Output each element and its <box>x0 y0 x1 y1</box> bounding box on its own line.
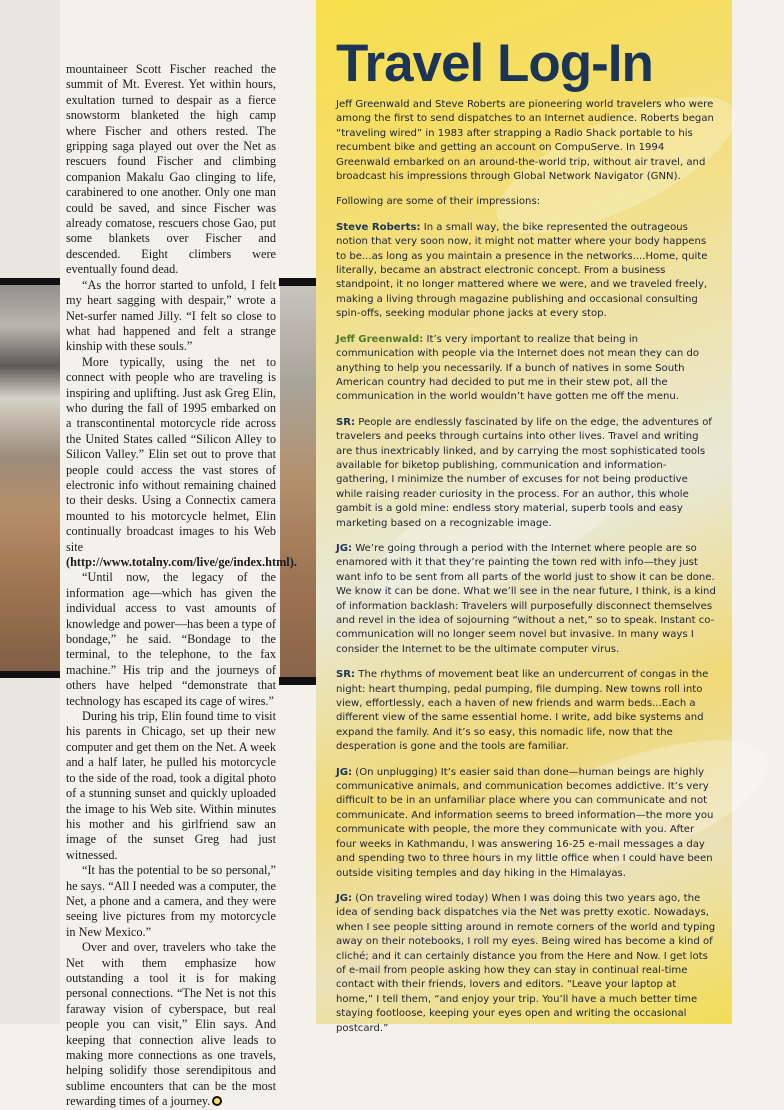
article-paragraph: “It has the potential to be so personal,” he says. “All I needed was a computer, the Net, a phone and a camera, and they were seeing live pictures from my motorcycle in New Mexico.” <box>66 863 276 939</box>
end-of-article-circle-icon <box>212 1096 222 1106</box>
speaker-label: JG: <box>336 892 353 904</box>
left-photo-strip <box>0 0 60 1024</box>
article-paragraph-text: Over and over, travelers who take the Net with them emphasize how outstanding a tool it is for making personal connections. “The Net is not this faraway vision of cyberspace, but real people you can visit,” Elin says. And keeping that connection alive leads to making more connections as one travels, helping solidify those serendipitous and sublime encounters that can be the most rewarding times of a journey. <box>66 940 276 1109</box>
quote-paragraph <box>336 542 716 657</box>
quote-paragraph <box>336 333 716 405</box>
sidebar-title: Travel Log-In <box>336 34 653 93</box>
photo-border-top <box>0 278 60 285</box>
speaker-label: JG: <box>336 766 353 778</box>
quote-text: People are endlessly fascinated by life on the edge, the adventures of travelers and peeks through curtains into other lives. Travel and writing are thus inextricably linked, and by carrying the most sophisticated tools available for biketop publishing, communication and information-gathering, I minimize the number of excuses for not being productive while raising reader curiosity in the process. For an author, this whole gambit is a gold mine: endless story material, superb tools and easy marketing based on a recognizable image. <box>336 416 712 529</box>
speaker-label: Steve Roberts: <box>336 221 421 233</box>
sidebar-text <box>336 98 716 1047</box>
photo-border-bottom <box>0 671 60 678</box>
web-site-url: (http://www.totalny.com/live/ge/index.html). <box>66 555 297 569</box>
quote-text: In a small way, the bike represented the outrageous notion that very soon now, it might not matter where your body happens to be...as long as you maintain a presence in the networks....Home, quite literally, became an abstract electronic concept. From a business standpoint, it no longer mattered where we were, and we traveled freely, making a living through magazine publishing and occasional consulting spin-offs, seeking modular phone jacks at every stop. <box>336 221 708 320</box>
landscape-photo-left <box>0 278 60 678</box>
quote-text: (On unplugging) It’s easier said than done—human beings are highly communicative animals, and communication becomes addictive. It’s very difficult to be in an unfamiliar place where you can communicate and not communicate. And information seems to breed information—the more you communicate with people, the more they communicate with you. After four weeks in Kathmandu, I was answering 16-25 e-mail messages a day and spending two to three hours in my little office when I could have been outside visiting temples and day hiking in the Himalayas. <box>336 766 714 879</box>
quote-text: The rhythms of movement beat like an undercurrent of congas in the night: heart thumping, pedal pumping, file dumping. New towns roll into view, effortlessly, each a haven of new friends and warm beds...Each a different view of the same essential home. I write, add bike systems and expand the family. And it’s so easy, this nomadic life, now that the desperation is gone and the tools are familiar. <box>336 669 709 753</box>
article-paragraph: During his trip, Elin found time to visit his parents in Chicago, set up their new computer and get them on the Net. A week and a half later, he pulled his motorcycle to the side of the road, took a digital photo of a stunning sunset and quickly uploaded the image to his Web site. Within minutes his mother and his girlfriend saw an image of the sunset Greg had just witnessed. <box>66 709 277 862</box>
quote-paragraph <box>336 766 716 881</box>
quote-text: It’s very important to realize that being in communication with people via the Internet does not mean they can do anything to help you necessarily. If a bunch of natives in some South American country had decided to put me in their stew pot, all the communication in the world wouldn’t have gotten me off the menu. <box>336 333 700 403</box>
article-paragraph: mountaineer Scott Fischer reached the summit of Mt. Everest. Yet within hours, exultation turned to despair as a fierce snowstorm blanketed the high camp where Fischer and others rested. The gripping saga played out over the Net as rescuers found Fischer and climbing companion Makalu Gao clinging to life, carabinered to one another. Only one man could be saved, and since Fischer was already comatose, rescuers chose Gao, put some blankets over Fischer and descended. Eight climbers were eventually found dead. <box>66 62 276 277</box>
photo-border-top-right <box>279 278 319 286</box>
speaker-label: SR: <box>336 416 356 428</box>
sidebar-intro: Jeff Greenwald and Steve Roberts are pioneering world travelers who were among the first to send dispatches to an Internet audience. Roberts began “traveling wired” in 1983 after strapping a Radio Shack portable to his recumbent bike and getting an account on CompuServe. In 1994 Greenwald embarked on an around-the-world trip, without air travel, and broadcast his impressions through Global Network Navigator (GNN). <box>336 99 714 183</box>
article-column <box>66 62 297 1110</box>
article-paragraph-text: More typically, using the net to connect with people who are traveling is inspiring and uplifting. Just ask Greg Elin, who during the fall of 1995 embarked on a transcontinental motorcycle ride across the United States called “Silicon Alley to Silicon Valley.” Elin set out to prove that people could access the vast stores of electronic info without remaining chained to their desks. Using a Connectix camera mounted to his motorcycle helmet, Elin continually broadcast images to his Web site <box>66 354 276 554</box>
quote-paragraph <box>336 892 716 1036</box>
article-paragraph <box>66 940 276 1109</box>
article-paragraph <box>66 354 297 571</box>
speaker-label: SR: <box>336 669 356 681</box>
sidebar-lead-in: Following are some of their impressions: <box>336 196 541 208</box>
quote-paragraph <box>336 668 716 754</box>
quote-text: (On traveling wired today) When I was doing this two years ago, the idea of sending back dispatches via the Net was pretty exotic. Nowadays, when I see people sitting around in remote corners of the world and typing away on their notebooks, I roll my eyes. Being wired has become a kind of cliché; and it can certainly distance you from the Here and Now. I get lots of e-mail from people asking how they can stay in continual real-time contact with their friends, lovers and editors. “Leave your laptop at home,” I tell them, “and enjoy your trip. You’ll have a much better time staying footloose, keeping your eyes open and writing the occasional postcard.” <box>336 892 716 1034</box>
article-paragraph: “As the horror started to unfold, I felt my heart sagging with despair,” wrote a Net-surfer named Jilly. “I felt so close to what had happened and felt a strange kinship with these souls.” <box>66 277 276 354</box>
quote-paragraph <box>336 221 716 322</box>
speaker-label: JG: <box>336 542 353 554</box>
quote-text: We’re going through a period with the Internet where people are so enamored with it that they’re painting the town red with info—they just want info to be sent from all parts of the world just to show it can be done. We know it can be done. What we’ll see in the near future, I think, is a kind of information backlash: Travelers will purposefully disconnect themselves and revel in the idea of sojourning “without a net,” so to speak. Instant co-communication will no longer seem novel but invasive. In many ways I consider the Internet to be the ultimate computer virus. <box>336 542 716 655</box>
landscape-photo-middle <box>280 286 316 677</box>
quote-paragraph <box>336 416 716 531</box>
speaker-label: Jeff Greenwald: <box>336 333 424 345</box>
article-paragraph: “Until now, the legacy of the information age—which has given the individual access to vast amounts of knowledge and power—has been a type of bondage,” he said. “Bondage to the terminal, to the telephone, to the fax machine.” His trip and the journeys of others have helped “demonstrate that technology has escaped its cage of wires.” <box>66 570 276 708</box>
photo-border-bottom-right <box>279 677 319 685</box>
